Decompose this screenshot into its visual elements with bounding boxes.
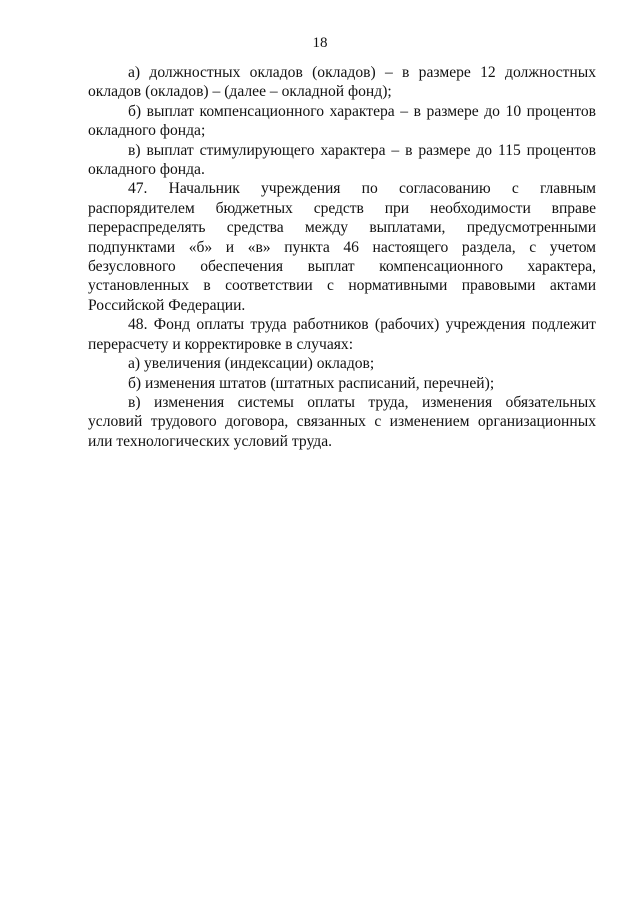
- paragraph-48-a: а) увеличения (индексации) окладов;: [128, 355, 375, 373]
- paragraph-a-salaries: а) должностных окладов (окладов) – в размере 12 должностных окладов (окладов) – (далее – окладной фонд);: [88, 64, 596, 101]
- paragraph-b-compensation: б) выплат компенсационного характера – в размере до 10 процентов окладного фонда;: [88, 102, 596, 140]
- document-body: [88, 63, 596, 451]
- paragraph-48-v: в) изменения системы оплаты труда, изменения обязательных условий трудового договора, связанных с изменением организационных или технологических условий труда.: [88, 393, 596, 450]
- paragraph-47: 47. Начальник учреждения по согласованию с главным распорядителем бюджетных средств при необходимости вправе перераспределять средства между выплатами, предусмотренными подпунктами «б» и «в» пункта 46 настоящего раздела, с учетом безусловного обеспечения выплат компенсационного характера, установленных в соответствии с нормативными правовыми актами Российской Федерации.: [88, 180, 596, 314]
- page-number: 18: [312, 35, 328, 51]
- paragraph-48-b: б) изменения штатов (штатных расписаний, перечней);: [128, 374, 495, 392]
- paragraph-48: 48. Фонд оплаты труда работников (рабочих) учреждения подлежит перерасчету и корректировке в случаях:: [88, 316, 596, 353]
- paragraph-v-stimulating: в) выплат стимулирующего характера – в размере до 115 процентов окладного фонда.: [88, 141, 596, 179]
